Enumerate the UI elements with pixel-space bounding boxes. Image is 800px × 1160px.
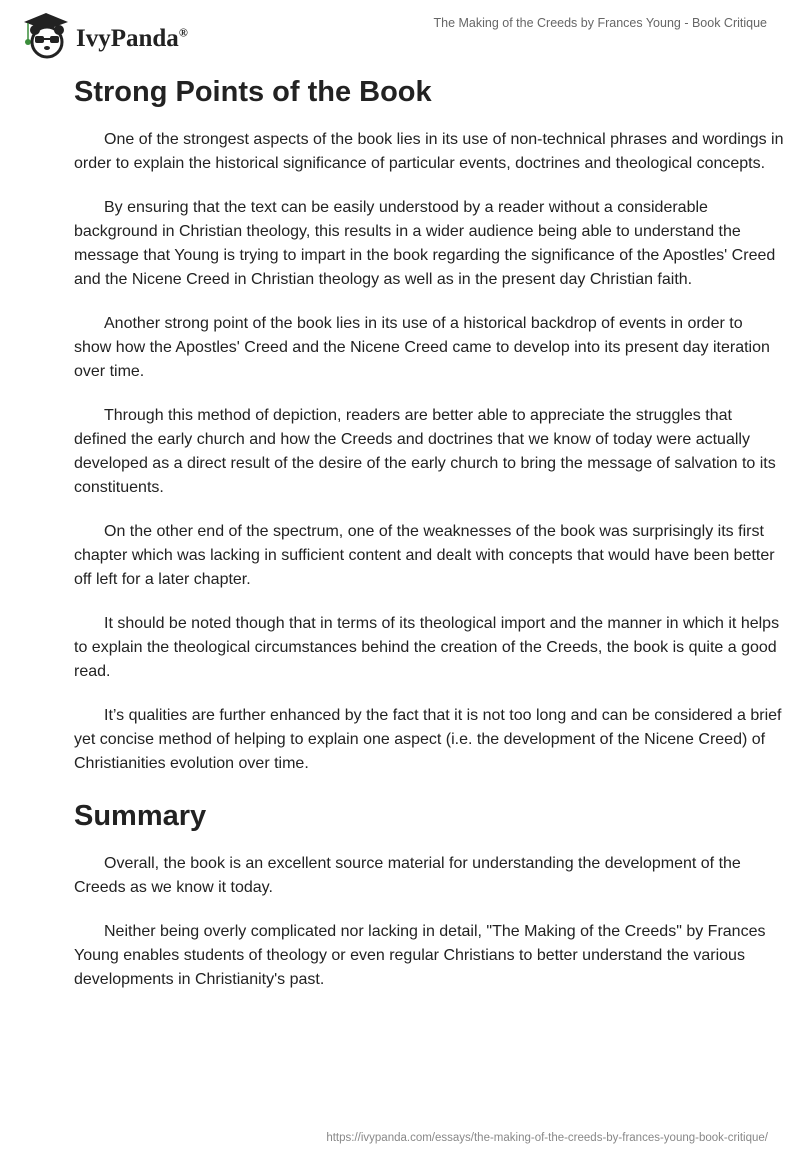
logo-text: IvyPanda® (76, 25, 188, 52)
paragraph: One of the strongest aspects of the book lies in its use of non-technical phrases and wordings in order to explain the historical significance of particular events, doctrines and theological concepts. (74, 131, 784, 172)
paragraph: Through this method of depiction, readers are better able to appreciate the struggles that defined the early church and how the Creeds and doctrines that we know of today were actually developed as a direct result of the desire of the early church to bring the message of salvation to its constituents. (74, 407, 776, 496)
paragraph: By ensuring that the text can be easily understood by a reader without a considerable background in Christian theology, this results in a wider audience being able to understand the message that Young is trying to impart in the book regarding the significance of the Apostles' Creed and the Nicene Creed in Christian theology as well as in the present day Christian faith. (74, 199, 776, 288)
paragraph: Neither being overly complicated nor lacking in detail, "The Making of the Creeds" by Frances Young enables students of theology or even regular Christians to better understand the various developments in Christianity's past. (74, 923, 766, 988)
document-title: The Making of the Creeds by Frances Young - Book Critique (433, 16, 767, 30)
paragraph: Another strong point of the book lies in its use of a historical backdrop of events in order to show how the Apostles' Creed and the Nicene Creed came to develop into its present day iteration over time. (74, 315, 770, 380)
article-body (74, 70, 784, 1012)
paragraph: Overall, the book is an excellent source material for understanding the development of the Creeds as we know it today. (74, 855, 741, 896)
section-heading: Strong Points of the Book (74, 76, 432, 108)
section-heading: Summary (74, 800, 207, 832)
source-url[interactable]: https://ivypanda.com/essays/the-making-of-the-creeds-by-frances-young-book-critique/ (326, 1132, 768, 1144)
ivypanda-logo[interactable] (20, 10, 188, 60)
paragraph: It’s qualities are further enhanced by the fact that it is not too long and can be considered a brief yet concise method of helping to explain one aspect (i.e. the development of the Nicene Creed) of Christianities evolution over time. (74, 707, 782, 772)
paragraph: It should be noted though that in terms of its theological import and the manner in which it helps to explain the theological circumstances behind the creation of the Creeds, the book is quite a good read. (74, 615, 780, 680)
panda-graduate-icon (20, 10, 72, 60)
paragraph: On the other end of the spectrum, one of the weaknesses of the book was surprisingly its first chapter which was lacking in sufficient content and dealt with concepts that would have been better off left for a later chapter. (74, 523, 775, 588)
page-header (0, 0, 800, 60)
